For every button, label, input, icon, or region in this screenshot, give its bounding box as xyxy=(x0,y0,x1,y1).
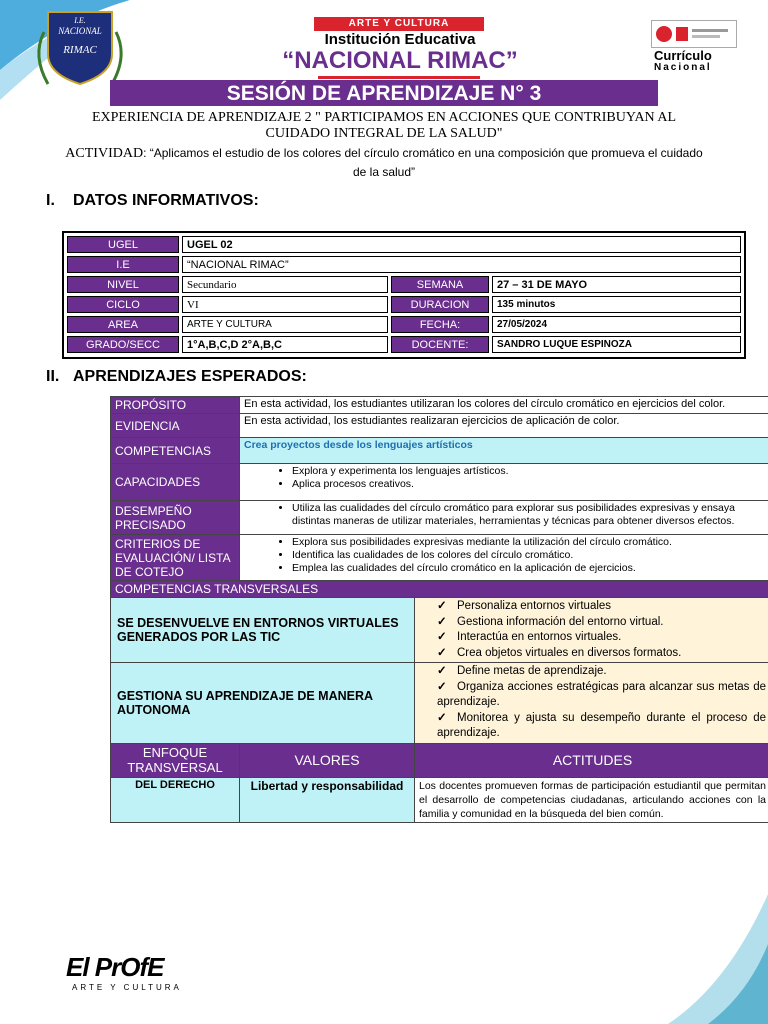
table-row xyxy=(111,663,768,744)
logo-line2: NACIONAL xyxy=(58,26,102,36)
activity xyxy=(60,144,708,181)
docente-label: DOCENTE: xyxy=(391,336,489,353)
table-row xyxy=(111,438,768,464)
table-row xyxy=(111,598,768,663)
list-item: • Explora sus posibilidades expresivas mediante la utilización del círculo cromático. xyxy=(292,536,766,549)
grado-value: 1°A,B,C,D 2°A,B,C xyxy=(182,336,388,353)
logo-line3: RIMAC xyxy=(63,44,97,56)
actitudes-value: Los docentes promueven formas de participación estudiantil que permitan el desarrollo de competencias ciudadanas, articulando acciones con la familia y comunidad en la búsqueda del bien común. xyxy=(415,777,768,822)
list-item: • Identifica las cualidades de los colores del círculo cromático. xyxy=(292,549,766,562)
criterios-list xyxy=(244,536,766,575)
table-row xyxy=(111,535,768,581)
table-row xyxy=(111,414,768,438)
proposito-text: En esta actividad, los estudiantes utilizaran los colores del círculo cromático en ejercicios del color. xyxy=(240,397,768,414)
ciclo-value: VI xyxy=(182,296,388,313)
ie-label: I.E xyxy=(67,256,179,273)
curriculum-sub: Nacional xyxy=(654,62,712,73)
activity-text: : “Aplicamos el estudio de los colores del círculo cromático en una composición que promueva el cuidado de la salud” xyxy=(143,146,703,179)
peru-crest-icon xyxy=(652,21,736,47)
list-item: ✓ Define metas de aprendizaje. xyxy=(437,664,766,680)
brand-sub: ARTE Y CULTURA xyxy=(72,983,182,992)
area-label: AREA xyxy=(67,316,179,333)
ministry-logo xyxy=(651,20,737,48)
table-row xyxy=(111,777,768,822)
table-row xyxy=(67,276,741,293)
actitudes-label: ACTITUDES xyxy=(415,743,768,777)
ugel-value: UGEL 02 xyxy=(182,236,741,253)
list-item: • Emplea las cualidades del círculo cromático en la aplicación de ejercicios. xyxy=(292,562,766,575)
session-title: SESIÓN DE APRENDIZAJE N° 3 xyxy=(110,80,658,106)
capacidades-list xyxy=(244,465,766,491)
aprendizajes-table xyxy=(110,396,768,823)
valores-value: Libertad y responsabilidad xyxy=(240,777,415,822)
area-value: ARTE Y CULTURA xyxy=(182,316,388,333)
desempeno-list xyxy=(244,502,766,528)
enfoque-value: DEL DERECHO xyxy=(111,777,240,822)
table-row xyxy=(111,581,768,598)
list-item: ✓ Personaliza entornos virtuales xyxy=(437,599,766,615)
table-row xyxy=(67,336,741,353)
section1-number: I. xyxy=(46,192,55,209)
list-item: ✓ Crea objetos virtuales en diversos formatos. xyxy=(437,646,766,662)
table-row xyxy=(111,501,768,535)
tic-list xyxy=(419,599,766,661)
capacidades-label: CAPACIDADES xyxy=(111,464,240,501)
table-row xyxy=(67,256,741,273)
ie-value: “NACIONAL RIMAC” xyxy=(182,256,741,273)
list-item: ✓ Gestiona información del entorno virtual. xyxy=(437,615,766,631)
table-row xyxy=(111,743,768,777)
elprofe-logo xyxy=(66,952,196,992)
title-underline xyxy=(318,76,480,79)
semana-value: 27 – 31 DE MAYO xyxy=(492,276,741,293)
table-row xyxy=(67,316,741,333)
competencias-text: Crea proyectos desde los lenguajes artísticos xyxy=(240,438,768,464)
logo-line1: I.E. xyxy=(74,16,86,25)
school-name: “NACIONAL RIMAC” xyxy=(282,47,518,74)
table-row xyxy=(111,464,768,501)
nivel-value: Secundario xyxy=(182,276,388,293)
semana-label: SEMANA xyxy=(391,276,489,293)
section2-number: II. xyxy=(46,368,60,385)
fecha-label: FECHA: xyxy=(391,316,489,333)
list-item: • Explora y experimenta los lenguajes artísticos. xyxy=(292,465,766,478)
criterios-label: CRITERIOS DE EVALUACIÓN/ LISTA DE COTEJO xyxy=(111,535,240,581)
duracion-value: 135 minutos xyxy=(492,296,741,313)
duracion-label: DURACION xyxy=(391,296,489,313)
proposito-label: PROPÓSITO xyxy=(111,397,240,414)
institution-label: Institución Educativa xyxy=(324,31,476,48)
activity-label: ACTIVIDAD xyxy=(65,146,144,161)
list-item: ✓ Organiza acciones estratégicas para alcanzar sus metas de aprendizaje. xyxy=(437,680,766,711)
autonomo-label: GESTIONA SU APRENDIZAJE DE MANERA AUTONOMA xyxy=(111,663,415,744)
grado-label: GRADO/SECC xyxy=(67,336,179,353)
list-item: • Aplica procesos creativos. xyxy=(292,478,766,491)
tic-label: SE DESENVUELVE EN ENTORNOS VIRTUALES GENERADOS POR LAS TIC xyxy=(111,598,415,663)
nivel-label: NIVEL xyxy=(67,276,179,293)
area-banner: ARTE Y CULTURA xyxy=(314,17,484,31)
table-row xyxy=(111,397,768,414)
section1-title: DATOS INFORMATIVOS: xyxy=(73,192,259,209)
curriculum-label: Currículo xyxy=(654,48,712,63)
evidencia-text: En esta actividad, los estudiantes realizaran ejercicios de aplicación de color. xyxy=(240,414,768,438)
list-item: ✓ Interactúa en entornos virtuales. xyxy=(437,630,766,646)
transversales-label: COMPETENCIAS TRANSVERSALES xyxy=(111,581,768,598)
enfoque-label: ENFOQUE TRANSVERSAL xyxy=(111,743,240,777)
fecha-value: 27/05/2024 xyxy=(492,316,741,333)
desempeno-label: DESEMPEÑO PRECISADO xyxy=(111,501,240,535)
ugel-label: UGEL xyxy=(67,236,179,253)
autonomo-list xyxy=(419,664,766,742)
docente-value: SANDRO LUQUE ESPINOZA xyxy=(492,336,741,353)
section2-title: APRENDIZAJES ESPERADOS: xyxy=(73,368,307,385)
table-row xyxy=(67,236,741,253)
list-item: ✓ Monitorea y ajusta su desempeño durante el proceso de aprendizaje. xyxy=(437,711,766,742)
competencias-label: COMPETENCIAS xyxy=(111,438,240,464)
table-row xyxy=(67,296,741,313)
experience-title: EXPERIENCIA DE APRENDIZAJE 2 " PARTICIPAMOS EN ACCIONES QUE CONTRIBUYAN AL CUIDADO INTEGRAL DE LA SALUD" xyxy=(91,110,677,141)
list-item: • Utiliza las cualidades del círculo cromático para explorar sus posibilidades expresivas y ensaya distintas maneras de utilizar materiales, herramientas y técnicas para obtener diversos efectos. xyxy=(292,502,766,528)
evidencia-label: EVIDENCIA xyxy=(111,414,240,438)
datos-table xyxy=(62,231,746,359)
brand-name: El PrOfE xyxy=(66,952,164,982)
decorative-corner-bottom xyxy=(658,894,768,1024)
valores-label: VALORES xyxy=(240,743,415,777)
ciclo-label: CICLO xyxy=(67,296,179,313)
